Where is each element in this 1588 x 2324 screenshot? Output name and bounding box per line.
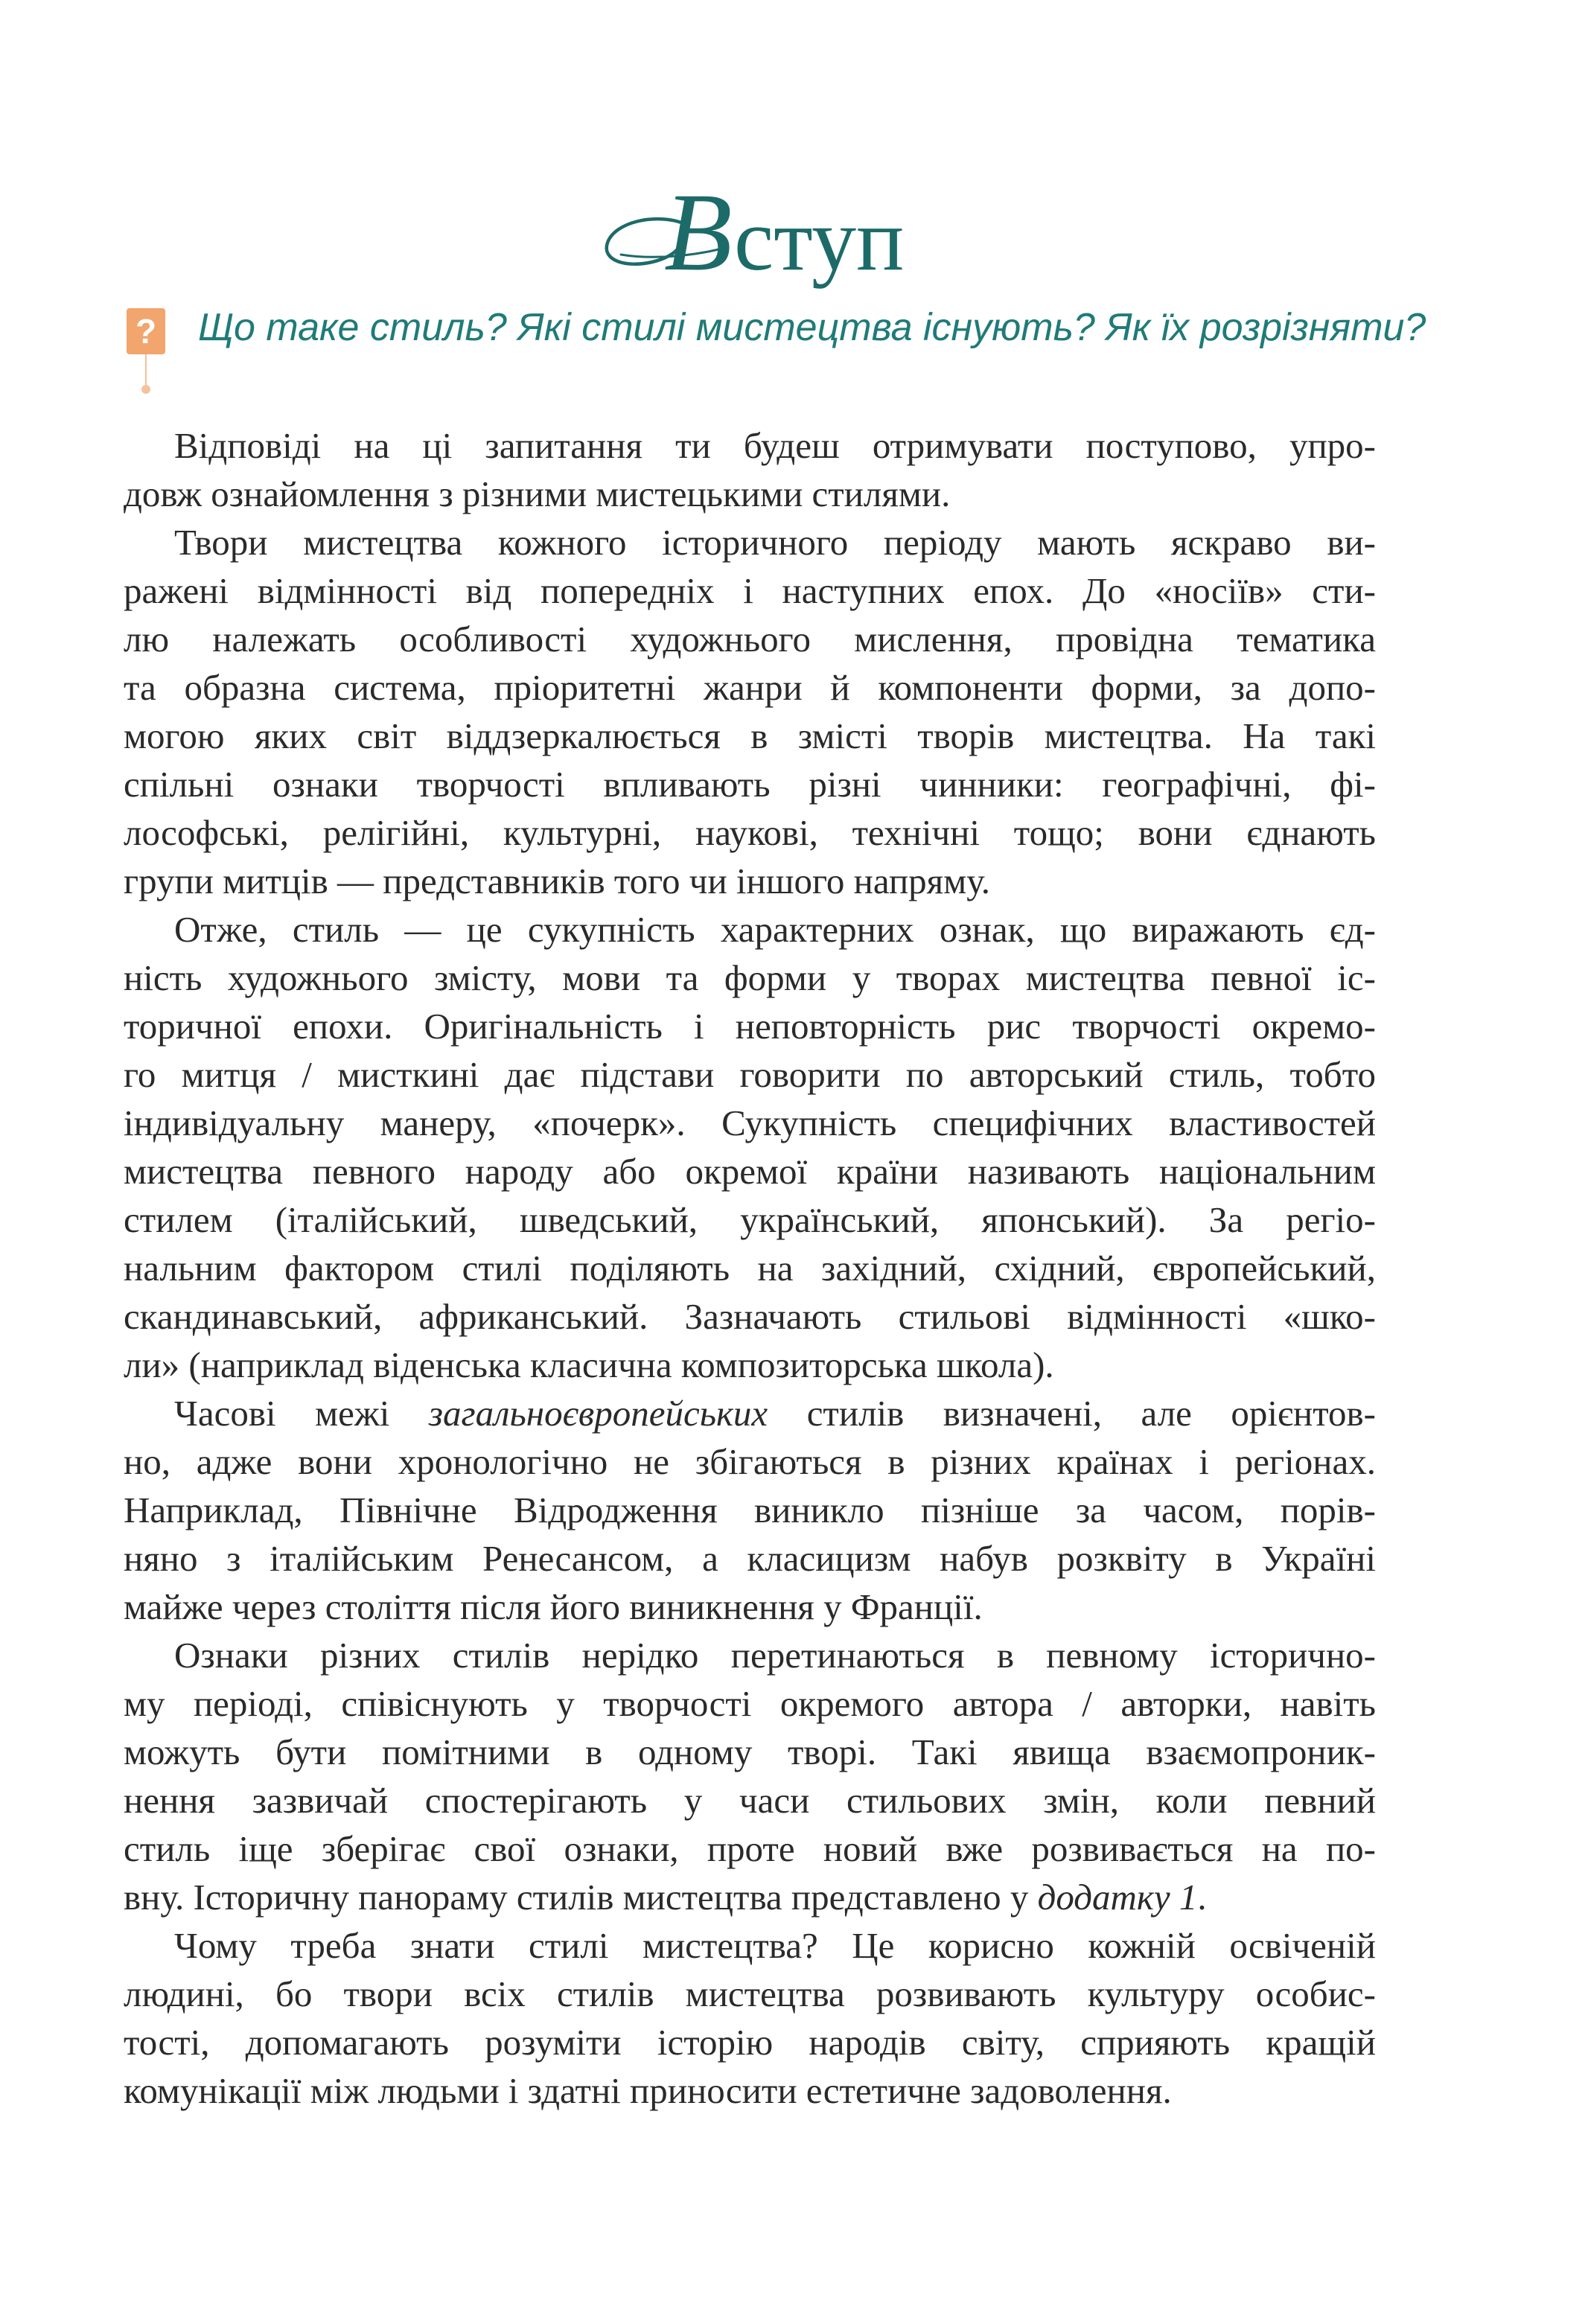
text-line: но, адже вони хронологічно не збігаються в різних країнах і регіонах. xyxy=(124,1441,1376,1482)
text-line: му періоді, співіснують у творчості окремого автора / авторки, навіть xyxy=(124,1683,1376,1724)
paragraph xyxy=(124,518,1376,905)
italic-term: додатку 1 xyxy=(1037,1877,1198,1918)
text-line: Отже, стиль — це сукупність характерних ознак, що виражають єд- xyxy=(174,909,1376,950)
text-line: комунікації між людьми і здатні приносити естетичне задоволення. xyxy=(124,2070,1172,2111)
text-line: Чому треба знати стилі мистецтва? Це корисно кожній освіченій xyxy=(174,1925,1376,1966)
text-line: Відповіді на ці запитання ти будеш отримувати поступово, упро- xyxy=(174,425,1376,466)
text-line: індивідуальну манеру, «почерк». Сукупність специфічних властивостей xyxy=(124,1102,1376,1143)
text-line: Наприклад, Північне Відродження виникло пізніше за часом, порів- xyxy=(124,1490,1376,1530)
text-line: довж ознайомлення з різними мистецькими стилями. xyxy=(124,473,951,514)
text-line: людині, бо твори всіх стилів мистецтва розвивають культуру особис- xyxy=(124,1973,1376,2014)
text-line: скандинавський, африканський. Зазначають стильові відмінності «шко- xyxy=(124,1296,1376,1337)
text-line: лю належать особливості художнього мислення, провідна тематика xyxy=(124,619,1376,660)
text-line: можуть бути помітними в одному творі. Такі явища взаємопроник- xyxy=(124,1731,1376,1772)
intro-question: Що таке стиль? Які стилі мистецтва існують? Як їх розрізняти? xyxy=(198,306,1426,349)
text-line: ність художнього змісту, мови та форми у творах мистецтва певної іс- xyxy=(124,957,1376,998)
text-line: мистецтва певного народу або окремої країни називають національним xyxy=(124,1151,1376,1192)
paragraph xyxy=(124,905,1376,1389)
page-title xyxy=(596,171,938,298)
text-line: групи митців — представників того чи іншого напряму. xyxy=(124,861,991,901)
text-run: стилів визначені, але орієнтов- xyxy=(768,1393,1376,1434)
text-line: нальним фактором стилі поділяють на західний, східний, європейський, xyxy=(124,1248,1376,1289)
question-icon: ? xyxy=(127,308,165,354)
text-line: Твори мистецтва кожного історичного періоду мають яскраво ви- xyxy=(174,522,1376,563)
text-run: вну. Історичну панораму стилів мистецтва представлено у xyxy=(124,1877,1038,1918)
text-line: та образна система, пріоритетні жанри й компоненти форми, за допо- xyxy=(124,667,1376,708)
text-line: стилем (італійський, шведський, український, японський). За регіо- xyxy=(124,1199,1376,1240)
text-line: няно з італійським Ренесансом, а класицизм набув розквіту в Україні xyxy=(124,1538,1376,1579)
text-line: стиль іще зберігає свої ознаки, проте новий вже розвивається на по- xyxy=(124,1828,1376,1869)
text-run: . xyxy=(1197,1877,1207,1918)
text-line: Ознаки різних стилів нерідко перетинаються в певному історично- xyxy=(174,1635,1376,1676)
text-line xyxy=(124,1389,1376,1437)
text-run: Часові межі xyxy=(174,1393,429,1434)
text-line: лософські, релігійні, культурні, наукові, технічні тощо; вони єднають xyxy=(124,812,1376,853)
title-initial: В xyxy=(664,170,733,294)
text-line xyxy=(124,1873,1376,1921)
paragraph xyxy=(124,1389,1376,1631)
italic-term: загальноєвропейських xyxy=(428,1393,768,1434)
text-line: торичної епохи. Оригінальність і неповторність рис творчості окремо- xyxy=(124,1006,1376,1047)
question-icon-stem xyxy=(145,354,147,387)
text-line: спільні ознаки творчості впливають різні чинники: географічні, фі- xyxy=(124,764,1376,805)
text-line: нення зазвичай спостерігають у часи стильових змін, коли певний xyxy=(124,1780,1376,1821)
text-line: ли» (наприклад віденська класична композиторська школа). xyxy=(124,1344,1054,1385)
text-line: тості, допомагають розуміти історію народів світу, сприяють кращій xyxy=(124,2022,1376,2063)
paragraph xyxy=(124,1631,1376,1921)
paragraph xyxy=(124,1921,1376,2115)
text-line: майже через століття після його виникнення у Франції. xyxy=(124,1586,983,1627)
question-icon-dot xyxy=(141,385,150,394)
text-line: могою яких світ віддзеркалюється в змісті творів мистецтва. На такі xyxy=(124,715,1376,756)
paragraph xyxy=(124,421,1376,518)
body-text xyxy=(124,421,1376,2115)
text-line: го митця / мисткині дає підстави говорити по авторський стиль, тобто xyxy=(124,1054,1376,1095)
text-line: ражені відмінності від попередніх і наступних епох. До «носіїв» сти- xyxy=(124,570,1376,611)
title-rest: ступ xyxy=(734,190,905,289)
